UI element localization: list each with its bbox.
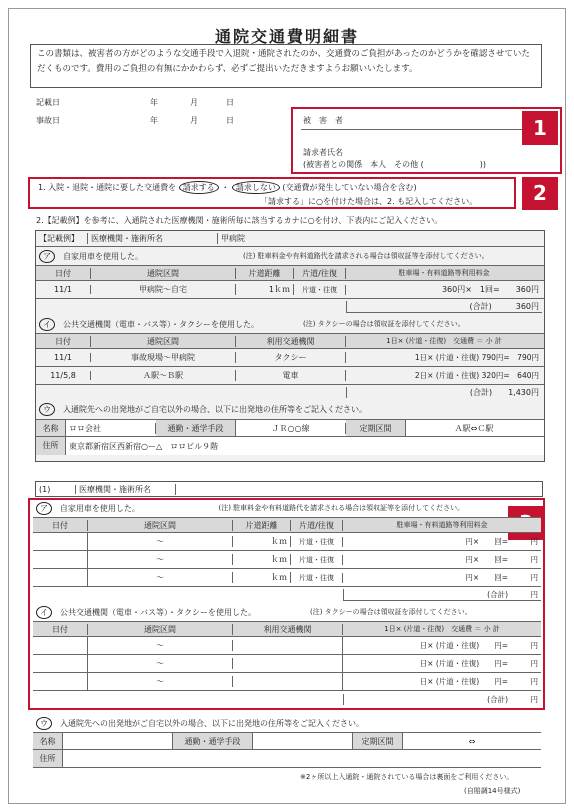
day-label: 日 (226, 116, 234, 125)
ex-i-section: Ａ駅〜Ｂ駅 (91, 370, 236, 381)
ex-i-mode: タクシー (236, 352, 346, 363)
ex-i-calc: 2日× (片道・往復) 320円= 640円 (414, 371, 539, 380)
form-car-table (33, 517, 541, 603)
intro-box: この書類は、被害者の方がどのような交通手段で入退院・通院されたのか、交通費のご負担があったのかどうかを確認させていただくものです。費用のご負担の有無にかかわらず、必ずご提出いただきますようお願いいたします。 (30, 44, 542, 88)
form-code: (自賠調14号様式) (464, 787, 521, 795)
form-transit-section (33, 603, 541, 707)
transit-calc: 日× (片道・往復) 円= 円 (419, 659, 538, 668)
example-label: 【記載例】 (36, 233, 88, 244)
table-row[interactable] (33, 569, 541, 587)
commute-label: 通勤・通学手段 (156, 420, 236, 436)
ex-i-date: 11/5,8 (36, 371, 91, 380)
form-car-note: (注) 駐車料金や有料道路代を請求される場合は領収証等を添付してください。 (218, 504, 465, 512)
origin-title: 入通院先への出発地がご自宅以外の場合、以下に出発地の住所等をご記入ください。 (63, 404, 367, 414)
addr-input[interactable] (63, 750, 541, 767)
col-calc: 1日× (片道・往復) 交通費 ＝ 小 計 (386, 337, 502, 345)
name-label: 名称 (33, 733, 63, 749)
col-mode: 利用交通機関 (236, 336, 346, 347)
footnote: ※2ヶ所以上入通院・通院されている場合は裏面をご利用ください。 (300, 773, 514, 781)
page-title: 通院交通費明細書 (214, 27, 359, 46)
month-label: 月 (190, 116, 198, 125)
noclaim-option[interactable]: 請求しない (232, 181, 280, 194)
kana-u: ウ (39, 403, 55, 416)
ex-i-total: (合計) 1,430円 (346, 387, 542, 398)
example-block (35, 230, 545, 462)
ex-a-distance: 1ｋｍ (236, 284, 294, 295)
col-date: 日付 (33, 624, 88, 635)
tilde: 〜 (88, 554, 233, 565)
km-unit: ｋｍ (233, 554, 291, 565)
ex-i-calc: 1日× (片道・往復) 790円= 790円 (414, 353, 539, 362)
col-trip: 片道/往復 (291, 520, 343, 531)
kana-u[interactable]: ウ (36, 717, 52, 730)
form-facility-input[interactable] (176, 482, 536, 496)
kana-i: イ (39, 318, 55, 331)
fee-calc: 円× 回= 円 (465, 573, 538, 582)
victim-input[interactable] (301, 129, 523, 130)
trip-option[interactable]: 片道・往復 (291, 555, 343, 565)
transit-calc: 日× (片道・往復) 円= 円 (419, 641, 538, 650)
transit-calc: 日× (片道・往復) 円= 円 (419, 677, 538, 686)
form-car-total: (合計) 円 (343, 589, 541, 601)
col-trip: 片道/往復 (294, 268, 346, 279)
addr-label: 住所 (36, 437, 66, 455)
badge-2: 2 (522, 177, 558, 210)
addr-label: 住所 (33, 750, 63, 767)
form-number: (1) (36, 485, 76, 494)
form-transit-title: 公共交通機関（電車・バス等）・タクシーを使用した。 (60, 607, 256, 617)
ex-i-mode: 電車 (236, 370, 346, 381)
kana-a: ア (39, 250, 55, 263)
car-note: (注) 駐車料金や有料道路代を請求される場合は領収証等を添付してください。 (243, 252, 489, 260)
kana-a[interactable]: ア (36, 502, 52, 515)
tilde: 〜 (88, 536, 233, 547)
col-distance: 片道距離 (236, 268, 294, 279)
form-facility-row (35, 481, 543, 497)
facility-name: 甲病院 (221, 234, 245, 243)
ex-a-fee: 360円× 1回= 360円 (441, 285, 539, 294)
form-origin-title: 入通院先への出発地がご自宅以外の場合、以下に出発地の住所等をご記入ください。 (60, 718, 364, 728)
pass-label: 定期区間 (346, 420, 406, 436)
fee-calc: 円× 回= 円 (465, 555, 538, 564)
col-date: 日付 (33, 520, 88, 531)
form-origin-section (33, 714, 541, 768)
form-car-title: 自家用車を使用した。 (59, 503, 140, 513)
ex-a-section: 甲病院〜自宅 (91, 284, 236, 295)
table-row[interactable] (33, 673, 541, 691)
facility-label: 医療機関・施術所名 (88, 233, 218, 244)
name-label: 名称 (36, 420, 66, 436)
tilde: 〜 (88, 658, 233, 669)
instruction-tail: (交通費が発生していない場合を含む) (282, 183, 417, 192)
year-label: 年 (150, 116, 158, 125)
badge-1: 1 (522, 111, 558, 145)
col-fee: 駐車場・有料道路等利用料金 (398, 269, 490, 277)
table-row[interactable] (33, 655, 541, 673)
col-section: 通院区間 (88, 520, 233, 531)
transit-title: 公共交通機関（電車・バス等）・タクシーを使用した。 (63, 319, 259, 329)
claim-option[interactable]: 請求する (179, 181, 219, 194)
month-label: 月 (190, 98, 198, 107)
table-row[interactable] (33, 637, 541, 655)
ex-i-date: 11/1 (36, 353, 91, 362)
col-distance: 片道距離 (233, 520, 291, 531)
commute-input[interactable] (253, 733, 353, 749)
table-row[interactable] (33, 551, 541, 569)
relation-text: (被害者との関係 本人 その他 ( )) (303, 160, 487, 169)
ex-a-trip: 片道・往復 (294, 285, 346, 295)
trip-option[interactable]: 片道・往復 (291, 537, 343, 547)
tilde: 〜 (88, 640, 233, 651)
instruction-line-1 (38, 181, 417, 194)
record-date-label: 記載日 (36, 98, 60, 107)
pass-label: 定期区間 (353, 733, 403, 749)
col-fee: 駐車場・有料道路等利用料金 (396, 521, 488, 529)
col-mode: 利用交通機関 (233, 624, 343, 635)
trip-option[interactable]: 片道・往復 (291, 573, 343, 583)
origin-addr: 東京都新宿区西新宿○ー△ ロロビル９階 (69, 441, 219, 451)
instruction-line-2: 「請求する」に○を付けた場合は、2. も記入してください。 (260, 197, 478, 206)
separator: ・ (221, 183, 230, 192)
day-label: 日 (226, 98, 234, 107)
col-date: 日付 (36, 268, 91, 279)
year-label: 年 (150, 98, 158, 107)
kana-i[interactable]: イ (36, 606, 52, 619)
instruction-text: 1. 入院・退院・通院に要した交通費を (38, 183, 177, 192)
pass-arrow[interactable]: ⇔ (468, 736, 476, 746)
form-facility-label: 医療機関・施術所名 (76, 484, 176, 495)
col-section: 通院区間 (91, 268, 236, 279)
origin-name: ロロ会社 (66, 423, 156, 434)
name-input[interactable] (63, 733, 173, 749)
tilde: 〜 (88, 676, 233, 687)
car-title: 自家用車を使用した。 (63, 251, 143, 261)
tilde: 〜 (88, 572, 233, 583)
ex-i-section: 事故現場〜甲病院 (91, 352, 236, 363)
accident-date-label: 事故日 (36, 116, 60, 125)
ex-a-total: (合計) 360円 (346, 301, 542, 313)
ex-a-date: 11/1 (36, 285, 91, 294)
col-date: 日付 (36, 336, 91, 347)
col-section: 通院区間 (91, 336, 236, 347)
table-row[interactable] (33, 533, 541, 551)
fee-calc: 円× 回= 円 (465, 537, 538, 546)
form-car-section (33, 500, 503, 516)
form-transit-total: (合計) 円 (343, 694, 541, 705)
commute-label: 通勤・通学手段 (173, 733, 253, 749)
col-calc: 1日× (片道・往復) 交通費 ＝ 小 計 (384, 625, 500, 633)
col-section: 通院区間 (88, 624, 233, 635)
commute-value: ＪＲ○○線 (236, 423, 346, 434)
instruction-box (28, 177, 516, 209)
claimant-label: 請求者氏名 (303, 148, 343, 157)
form-transit-note: (注) タクシーの場合は領収証を添付してください。 (310, 608, 472, 616)
km-unit: ｋｍ (233, 536, 291, 547)
instruction-2: 2.【記載例】を参考に、入通院された医療機関・施術所毎に該当するカナに○を付け、下表内にご記入ください。 (36, 216, 443, 225)
transit-note: (注) タクシーの場合は領収証を添付してください。 (303, 320, 465, 328)
pass-value: Ａ駅⇔Ｃ駅 (454, 423, 494, 433)
km-unit: ｋｍ (233, 572, 291, 583)
victim-label: 被 害 者 (303, 116, 343, 125)
